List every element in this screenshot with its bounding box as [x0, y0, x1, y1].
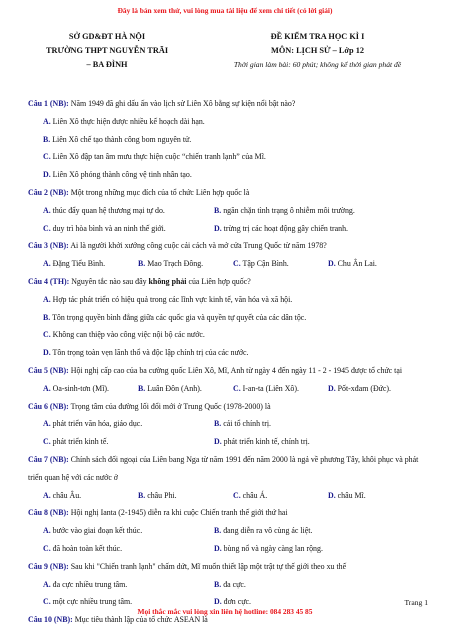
option-a: A. bước vào giai đoạn kết thúc. [43, 526, 143, 536]
question-6 [28, 398, 430, 416]
options-row [28, 202, 430, 220]
question-label: Câu 5 (NB): [28, 365, 69, 375]
option-c: C. một cực nhiều trung tâm. [43, 597, 133, 607]
option-b: B. Luân Đôn (Anh). [138, 383, 202, 393]
options-row [28, 380, 430, 398]
options-row [28, 220, 430, 238]
option-b: B. Tôn trọng quyền bình đẳng giữa các quốc gia và quyền tự quyết của các dân tộc. [43, 312, 307, 322]
question-label: Câu 1 (NB): [28, 99, 69, 108]
options-row [28, 433, 430, 451]
option-a: A. châu Âu. [43, 490, 82, 500]
question-list [28, 95, 430, 629]
option-c: C. Liên Xô đập tan âm mưu thực hiện cuộc “chiến tranh lạnh” của Mĩ. [43, 152, 266, 162]
question-text: Sau khi "Chiến tranh lạnh" chấm dứt, Mĩ muốn thiết lập một trật tự thế giới theo xu thế [68, 561, 347, 571]
option-c: C. duy trì hòa bình và an ninh thế giới. [43, 223, 166, 233]
option-d: D. đơn cực. [214, 597, 251, 607]
options-row [28, 522, 430, 540]
option-d: D. Chu Ân Lai. [328, 259, 377, 269]
option-b: B. châu Phi. [138, 490, 177, 500]
question-text: Mục tiêu thành lập của tổ chức ASEAN là [72, 615, 208, 625]
option-a: A. Hợp tác phát triển có hiệu quả trong các lĩnh vực kinh tế, văn hóa và xã hội. [43, 294, 293, 304]
option-a: A. phát triển văn hóa, giáo dục. [43, 419, 143, 429]
preview-banner: Đây là bản xem thử, vui lòng mua tài liệu để xem chi tiết (có lời giải) [117, 6, 333, 15]
option-d: D. phát triển kinh tế, chính trị. [214, 437, 310, 447]
question-text: Trọng tâm của đường lối đổi mới ở Trung Quốc (1978-2000) là [68, 401, 271, 411]
option-a: A. thúc đẩy quan hệ thương mại tự do. [43, 205, 165, 215]
option-a: A. đa cực nhiều trung tâm. [43, 579, 128, 589]
option-b: B. ngăn chặn tình trạng ô nhiễm môi trường. [214, 205, 355, 215]
exam-header [200, 30, 435, 72]
question-4: Câu 4 (TH): Nguyên tắc nào sau đây không phải của Liên hợp quốc? [28, 276, 251, 286]
question-2 [28, 184, 430, 202]
question-9 [28, 558, 430, 576]
option-d: D. châu Mĩ. [328, 490, 366, 500]
options-row [28, 576, 430, 594]
option-d: D. Pốt-xđam (Đức). [328, 383, 392, 393]
option-b: B. Mao Trạch Đông. [138, 259, 204, 269]
option-c: C. phát triển kinh tế. [43, 437, 109, 447]
question-text: Ai là người khởi xướng công cuộc cải cách và mở cửa Trung Quốc từ năm 1978? [68, 241, 327, 251]
emphasis-text: không phải [148, 276, 187, 286]
question-label: Câu 3 (NB): [28, 241, 69, 251]
options-row [28, 255, 430, 273]
option-a: A. Đặng Tiểu Bình. [43, 259, 106, 269]
question-text: Một trong những mục đích của tổ chức Liên hợp quốc là [68, 187, 250, 197]
option-b: B. Liên Xô chế tạo thành công bom nguyên tử. [43, 134, 192, 144]
question-text: Hội nghị cấp cao của ba cường quốc Liên Xô, Mĩ, Anh từ ngày 4 đến ngày 11 - 2 - 1945 được tổ chức tại [68, 365, 403, 375]
options-row [28, 487, 430, 505]
question-label: Câu 6 (NB): [28, 401, 69, 411]
question-3 [28, 237, 430, 255]
option-d: D. trừng trị các hoạt động gây chiến tranh. [214, 223, 349, 233]
question-5 [28, 362, 430, 380]
option-c: C. đã hoàn toàn kết thúc. [43, 543, 123, 553]
question-text: Chính sách đối ngoại của Liên bang Nga từ năm 1991 đến năm 2000 là ngả về phương Tây, khôi phục và phát triển quan hệ với các nước ở [28, 454, 419, 482]
question-label: Câu 4 (TH): [28, 276, 70, 286]
option-d: D. Liên Xô phóng thành công vệ tinh nhân tạo. [43, 170, 192, 180]
hotline-banner: Mọi thắc mắc vui lòng xin liên hệ hotline: 084 283 45 85 [137, 607, 313, 616]
option-c: C. châu Á. [233, 490, 268, 500]
option-c: C. Tập Cận Bình. [233, 259, 289, 269]
option-a: A. Liên Xô thực hiện được nhiều kế hoạch dài hạn. [43, 116, 205, 126]
option-b: B. đa cực. [214, 579, 246, 589]
question-label: Câu 7 (NB): [28, 454, 69, 464]
question-7 [28, 451, 430, 487]
option-d: D. Tôn trọng toàn vẹn lãnh thổ và độc lập chính trị của các nước. [43, 348, 249, 358]
option-a: A. Oa-sinh-tơn (Mĩ). [43, 383, 109, 393]
options-row [28, 415, 430, 433]
exam-time-note: Thời gian làm bài: 60 phút; không kể thời gian phát đề [233, 60, 402, 69]
options-row [28, 540, 430, 558]
school-name: TRƯỜNG THPT NGUYỄN TRÃI [45, 46, 169, 55]
question-8 [28, 504, 430, 522]
exam-subject: MÔN: LỊCH SỬ – Lớp 12 [270, 46, 365, 55]
department-name: SỞ GD&ĐT HÀ NỘI [68, 32, 146, 41]
page-number: Trang 1 [404, 598, 428, 607]
question-label: Câu 9 (NB): [28, 561, 69, 571]
question-text: Hội nghị Ianta (2-1945) diễn ra khi cuộc Chiến tranh thế giới thứ hai [68, 508, 288, 518]
question-label: Câu 2 (NB): [28, 187, 69, 197]
question-1 [28, 95, 430, 113]
question-text: Năm 1949 đã ghi dấu ấn vào lịch sử Liên Xô bằng sự kiện nổi bật nào? [68, 99, 296, 108]
option-b: B. cải tổ chính trị. [214, 419, 272, 429]
option-d: D. bùng nổ và ngày càng lan rộng. [214, 543, 323, 553]
district-name: – BA ĐÌNH [86, 60, 128, 69]
question-label: Câu 8 (NB): [28, 508, 69, 518]
option-c: C. Không can thiệp vào công việc nội bộ các nước. [43, 330, 205, 340]
option-b: B. đang diễn ra vô cùng ác liệt. [214, 526, 313, 536]
option-c: C. I-an-ta (Liên Xô). [233, 383, 299, 393]
exam-title: ĐỀ KIỂM TRA HỌC KÌ I [270, 32, 365, 41]
question-label: Câu 10 (NB): [28, 615, 73, 625]
school-header [22, 30, 192, 72]
